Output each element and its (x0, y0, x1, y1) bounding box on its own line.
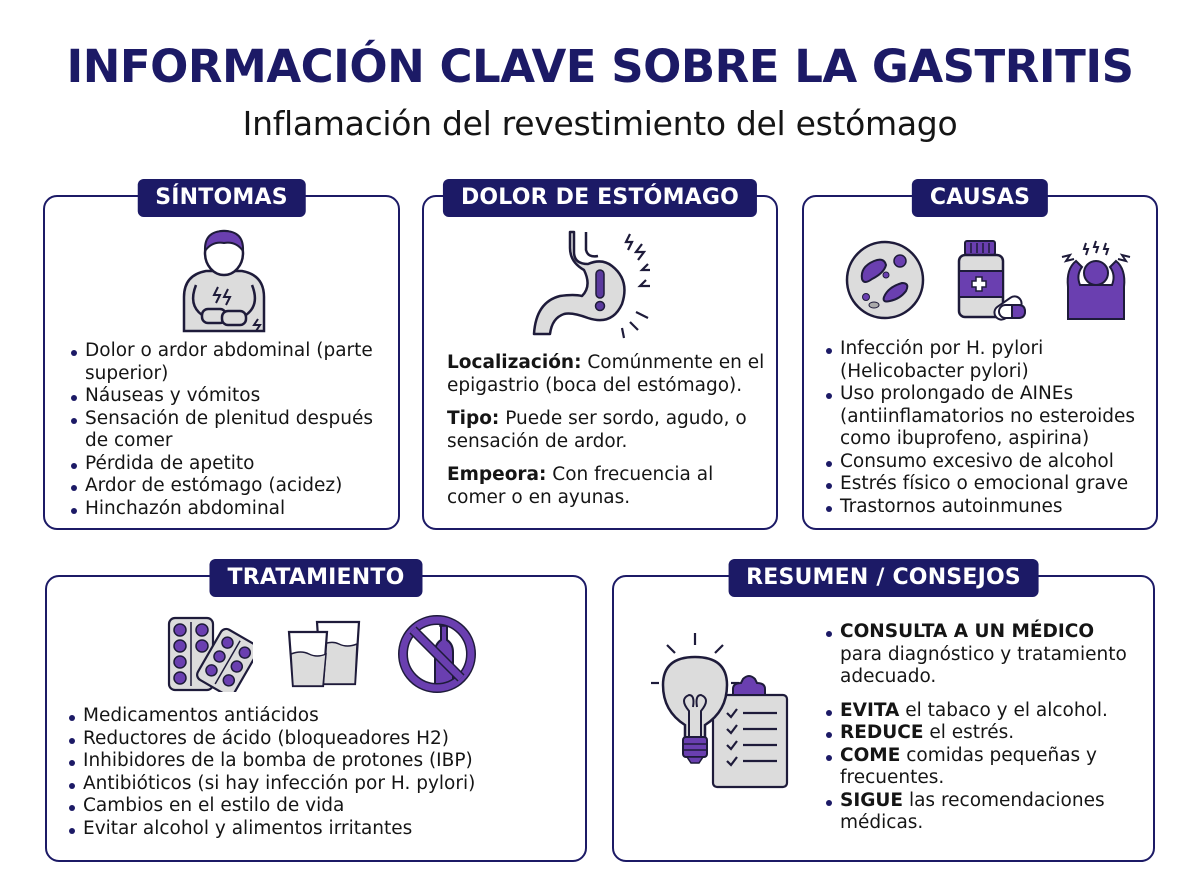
stressed-person-icon (1058, 239, 1134, 321)
list-item: Sensación de plenitud después de comer (69, 408, 389, 453)
no-alcohol-icon (397, 614, 477, 694)
list-item: Infección por H. pylori (Helicobacter pylori) (824, 338, 1154, 383)
list-item: Trastornos autoinmunes (824, 496, 1154, 519)
card-title-dolor: DOLOR DE ESTÓMAGO (443, 179, 757, 217)
card-title-sintomas: SÍNTOMAS (137, 179, 306, 217)
list-item: Cambios en el estilo de vida (67, 795, 577, 818)
list-item: Ardor de estómago (acidez) (69, 475, 389, 498)
list-item: Reductores de ácido (bloqueadores H2) (67, 728, 577, 751)
card-causas (802, 185, 1158, 530)
resumen-list (824, 621, 1144, 835)
list-item: REDUCE el estrés. (824, 722, 1144, 745)
list-item: Evitar alcohol y alimentos irritantes (67, 818, 577, 841)
card-title-tratamiento: TRATAMIENTO (209, 559, 422, 597)
page-title: INFORMACIÓN CLAVE SOBRE LA GASTRITIS (66, 40, 1134, 93)
card-tratamiento (45, 565, 587, 862)
dolor-tipo: Tipo: Puede ser sordo, agudo, o sensación de ardor. (447, 408, 747, 452)
pill-blister-icon (167, 616, 253, 692)
stomach-alert-icon (532, 230, 672, 340)
water-glasses-icon (287, 620, 363, 688)
list-item: Consumo excesivo de alcohol (824, 451, 1154, 474)
dolor-details (447, 352, 767, 520)
card-sintomas (43, 185, 400, 530)
list-item: Náuseas y vómitos (69, 385, 389, 408)
page-subtitle: Inflamación del revestimiento del estómago (242, 104, 958, 143)
list-item: COME comidas pequeñas y frecuentes. (824, 745, 1144, 790)
tratamiento-list (67, 705, 577, 840)
list-item: Medicamentos antiácidos (67, 705, 577, 728)
list-item: SIGUE las recomendaciones médicas. (824, 790, 1144, 835)
medicine-bottle-icon (955, 239, 1029, 321)
card-resumen-consejos (612, 565, 1155, 862)
list-item: Hinchazón abdominal (69, 498, 389, 521)
list-item: Pérdida de apetito (69, 453, 389, 476)
card-title-resumen: RESUMEN / CONSEJOS (728, 559, 1039, 597)
causas-list (824, 338, 1154, 518)
list-item: Estrés físico o emocional grave (824, 473, 1154, 496)
sintomas-list (69, 340, 389, 520)
list-item: Antibióticos (si hay infección por H. pylori) (67, 773, 577, 796)
person-stomach-pain-icon (174, 227, 274, 333)
card-title-causas: CAUSAS (912, 179, 1048, 217)
bacteria-icon (844, 239, 926, 321)
list-item: Inhibidores de la bomba de protones (IBP) (67, 750, 577, 773)
dolor-localizacion: Localización: Comúnmente en el epigastrio (boca del estómago). (447, 352, 765, 396)
list-item: Dolor o ardor abdominal (parte superior) (69, 340, 389, 385)
list-item: CONSULTA A UN MÉDICO para diagnóstico y tratamiento adecuado. (824, 621, 1144, 689)
list-item: Uso prolongado de AINEs (antiinflamatorios no esteroides como ibuprofeno, aspirina) (824, 383, 1154, 451)
card-dolor-estomago (422, 185, 778, 530)
lightbulb-checklist-icon (649, 629, 789, 789)
list-item: EVITA el tabaco y el alcohol. (824, 700, 1144, 723)
dolor-empeora: Empeora: Con frecuencia al comer o en ayunas. (447, 464, 714, 508)
